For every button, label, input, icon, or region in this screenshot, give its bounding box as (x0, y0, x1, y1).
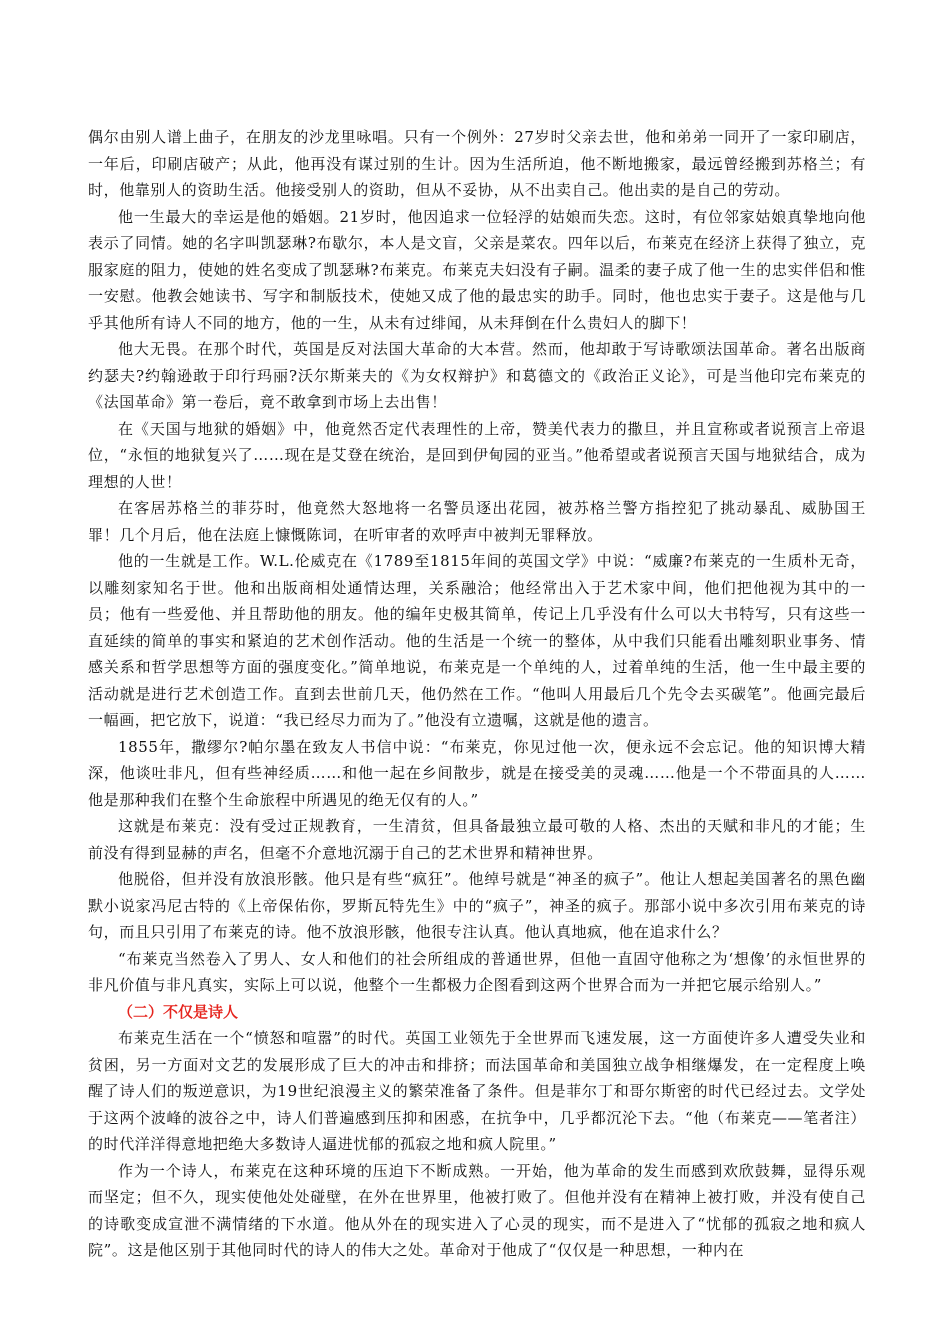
paragraph-1: 偶尔由别人谱上曲子，在朋友的沙龙里咏唱。只有一个例外：27岁时父亲去世，他和弟弟一同开了一家印刷店，一年后，印刷店破产；从此，他再没有谋过别的生计。因为生活所迫，他不断地搬家，最远曾经搬到苏格兰；有时，他靠别人的资助生活。他接受别人的资助，但从不妥协，从不出卖自己。他出卖的是自己的劳动。 (88, 128, 866, 199)
paragraph-11: 布莱克生活在一个“愤怒和喧嚣”的时代。英国工业领先于全世界而飞速发展，这一方面使许多人遭受失业和贫困，另一方面对文艺的发展形成了巨大的冲击和排挤；而法国革命和美国独立战争相继爆发，在一定程度上唤醒了诗人们的叛逆意识，为19世纪浪漫主义的繁荣准备了条件。但是菲尔丁和哥尔斯密的时代已经过去。文学处于这两个波峰的波谷之中，诗人们普遍感到压抑和困惑，在抗争中，几乎都沉沦下去。“他（布莱克——笔者注）的时代洋洋得意地把绝大多数诗人逼进忧郁的孤寂之地和疯人院里。” (88, 1029, 866, 1153)
paragraph-10-quote: “布莱克当然卷入了男人、女人和他们的社会所组成的普通世界，但他一直固守他称之为‘想像’的永恒世界的非凡价值与非凡真实，实际上可以说，他整个一生都极力企图看到这两个世界合而为一并把它展示给别人。” (88, 949, 866, 994)
paragraph-2: 他一生最大的幸运是他的婚姻。21岁时，他因追求一位轻浮的姑娘而失恋。这时，有位邻家姑娘真挚地向他表示了同情。她的名字叫凯瑟琳?布歇尔，本人是文盲，父亲是菜农。四年以后，布莱克在经济上获得了独立，克服家庭的阻力，使她的姓名变成了凯瑟琳?布莱克。布莱克夫妇没有子嗣。温柔的妻子成了他一生的忠实伴侣和惟一安慰。他教会她读书、写字和制版技术，使她又成了他的最忠实的助手。同时，他也忠实于妻子。这是他与几乎其他所有诗人不同的地方，他的一生，从未有过绯闻，从未拜倒在什么贵妇人的脚下！ (88, 207, 866, 332)
paragraph-5: 在客居苏格兰的菲芬时，他竟然大怒地将一名警员逐出花园，被苏格兰警方指控犯了挑动暴乱、威胁国王罪！几个月后，他在法庭上慷慨陈词，在听审者的欢呼声中被判无罪释放。 (88, 499, 866, 544)
paragraph-12: 作为一个诗人，布莱克在这种环境的压迫下不断成熟。一开始，他为革命的发生而感到欢欣鼓舞，显得乐观而坚定；但不久，现实使他处处碰壁，在外在世界里，他被打败了。但他并没有在精神上被打败，并没有使自己的诗歌变成宣泄不满情绪的下水道。他从外在的现实进入了心灵的现实，而不是进入了“忧郁的孤寂之地和疯人院”。这是他区别于其他同时代的诗人的伟大之处。革命对于他成了“仅仅是一种思想，一种内在 (88, 1161, 866, 1259)
document-body (88, 124, 866, 1264)
paragraph-9: 他脱俗，但并没有放浪形骸。他只是有些“疯狂”。他绰号就是“神圣的疯子”。他让人想起美国著名的黑色幽默小说家冯尼古特的《上帝保佑你，罗斯瓦特先生》中的“疯子”，神圣的疯子。那部小说中多次引用布莱克的诗句，而且只引用了布莱克的诗。他不放浪形骸，他很专注认真。他认真地疯，他在追求什么？ (88, 870, 867, 941)
paragraph-4: 在《天国与地狱的婚姻》中，他竟然否定代表理性的上帝，赞美代表力的撒旦，并且宣称或者说预言上帝退位，“永恒的地狱复兴了……现在是艾登在统治，是回到伊甸园的亚当。”他希望或者说预言天国与地狱结合，成为理想的人世！ (88, 419, 866, 491)
section-heading: （二）不仅是诗人 (118, 1002, 239, 1021)
paragraph-6: 他的一生就是工作。W.L.伦威克在《1789至1815年间的英国文学》中说：“威廉?布莱克的一生质朴无奇，以雕刻家知名于世。他和出版商相处通情达理，关系融洽；他经常出入于艺术家中间，他们把他视为其中的一员；他有一些爱他、并且帮助他的朋友。他的编年史极其简单，传记上几乎没有什么可以大书特写，只有这些一直延续的简单的事实和紧迫的艺术创作活动。他的生活是一个统一的整体，从中我们只能看出雕刻职业事务、情感关系和哲学思想等方面的强度变化。”简单地说，布莱克是一个单纯的人，过着单纯的生活，他一生中最主要的活动就是进行艺术创造工作。直到去世前几天，他仍然在工作。“他叫人用最后几个先令去买碳笔”。他画完最后一幅画，把它放下，说道：“我已经尽力而为了。”他没有立遗嘱，这就是他的遗言。 (88, 552, 866, 729)
paragraph-7: 1855年，撒缪尔?帕尔墨在致友人书信中说：“布莱克，你见过他一次，便永远不会忘记。他的知识博大精深，他谈吐非凡，但有些神经质……和他一起在乡间散步，就是在接受美的灵魂……他是一个不带面具的人……他是那种我们在整个生命旅程中所遇见的绝无仅有的人。” (88, 737, 866, 809)
paragraph-8: 这就是布莱克：没有受过正规教育，一生清贫，但具备最独立最可敬的人格、杰出的天赋和非凡的才能；生前没有得到显赫的声名，但毫不介意地沉溺于自己的艺术世界和精神世界。 (88, 817, 866, 862)
paragraph-3: 他大无畏。在那个时代，英国是反对法国大革命的大本营。然而，他却敢于写诗歌颂法国革命。著名出版商约瑟夫?约翰逊敢于印行玛丽?沃尔斯莱夫的《为女权辩护》和葛德文的《政治正义论》，可是当他印完布莱克的《法国革命》第一卷后，竟不敢拿到市场上去出售！ (88, 340, 866, 411)
